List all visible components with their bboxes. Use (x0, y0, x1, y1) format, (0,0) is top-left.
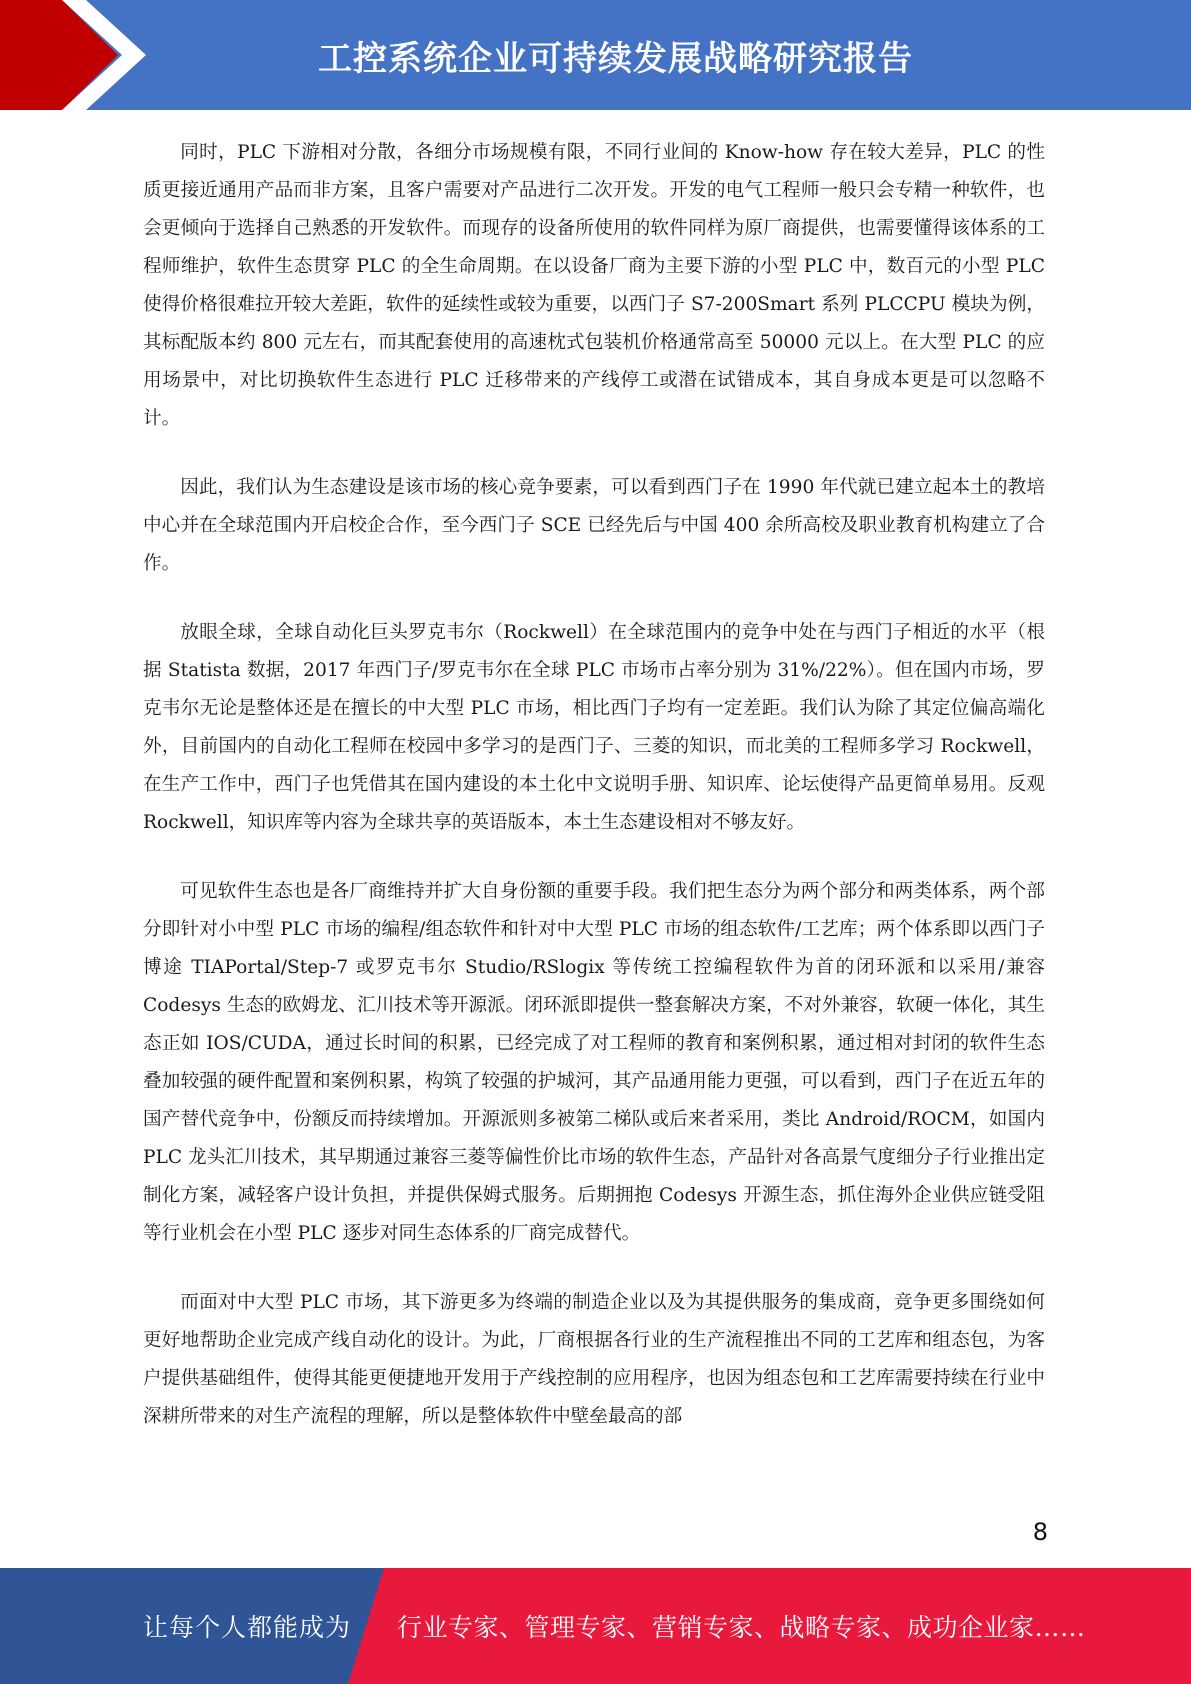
page-number: 8 (1032, 1518, 1048, 1546)
header-chevron-decoration (0, 0, 200, 110)
document-title: 工控系统企业可持续发展战略研究报告 (318, 38, 913, 79)
footer-slogan-left: 让每个人都能成为 (143, 1613, 352, 1642)
footer-band (0, 1568, 1191, 1684)
paragraph: 而面对中大型 PLC 市场，其下游更多为终端的制造企业以及为其提供服务的集成商，竞争更多围绕如何更好地帮助企业完成产线自动化的设计。为此，厂商根据各行业的生产流程推出不同的工艺库和组态包，为客户提供基础组件，使得其能更便捷地开发用于产线控制的应用程序，也因为组态包和工艺库需要持续在行业中深耕所带来的对生产流程的理解，所以是整体软件中壁垒最高的部 (143, 1292, 1045, 1427)
paragraph: 放眼全球，全球自动化巨头罗克韦尔（Rockwell）在全球范围内的竞争中处在与西门子相近的水平（根据 Statista 数据，2017 年西门子/罗克韦尔在全球 PLC 市场市占率分别为 31%/22%）。但在国内市场，罗克韦尔无论是整体还是在擅长的中大型 PLC 市场，相比西门子均有一定差距。我们认为除了其定位偏高端化外，目前国内的自动化工程师在校园中多学习的是西门子、三菱的知识，而北美的工程师多学习 Rockwell，在生产工作中，西门子也凭借其在国内建设的本土化中文说明手册、知识库、论坛使得产品更简单易用。反观 Rockwell，知识库等内容为全球共享的英语版本，本土生态建设相对不够友好。 (143, 622, 1045, 833)
paragraph: 同时，PLC 下游相对分散，各细分市场规模有限，不同行业间的 Know-how 存在较大差异，PLC 的性质更接近通用产品而非方案，且客户需要对产品进行二次开发。开发的电气工程师一般只会专精一种软件，也会更倾向于选择自己熟悉的开发软件。而现存的设备所使用的软件同样为原厂商提供，也需要懂得该体系的工程师维护，软件生态贯穿 PLC 的全生命周期。在以设备厂商为主要下游的小型 PLC 中，数百元的小型 PLC 使得价格很难拉开较大差距，软件的延续性或较为重要，以西门子 S7-200Smart 系列 PLCCPU 模块为例，其标配版本约 800 元左右，而其配套使用的高速枕式包装机价格通常高至 50000 元以上。在大型 PLC 的应用场景中，对比切换软件生态进行 PLC 迁移带来的产线停工或潜在试错成本，其自身成本更是可以忽略不计。 (143, 142, 1045, 429)
header-band (0, 0, 1191, 110)
footer-slogan-right: 行业专家、管理专家、营销专家、战略专家、成功企业家…… (397, 1613, 1086, 1642)
paragraph: 因此，我们认为生态建设是该市场的核心竞争要素，可以看到西门子在 1990 年代就已建立起本土的教培中心并在全球范围内开启校企合作，至今西门子 SCE 已经先后与中国 400 余所高校及职业教育机构建立了合作。 (143, 477, 1045, 574)
body-text (143, 134, 1045, 1467)
paragraph: 可见软件生态也是各厂商维持并扩大自身份额的重要手段。我们把生态分为两个部分和两类体系，两个部分即针对小中型 PLC 市场的编程/组态软件和针对中大型 PLC 市场的组态软件/工艺库；两个体系即以西门子博途 TIAPortal/Step-7 或罗克韦尔 Studio/RSlogix 等传统工控编程软件为首的闭环派和以采用/兼容 Codesys 生态的欧姆龙、汇川技术等开源派。闭环派即提供一整套解决方案，不对外兼容，软硬一体化，其生态正如 IOS/CUDA，通过长时间的积累，已经完成了对工程师的教育和案例积累，通过相对封闭的软件生态叠加较强的硬件配置和案例积累，构筑了较强的护城河，其产品通用能力更强，可以看到，西门子在近五年的国产替代竞争中，份额反而持续增加。开源派则多被第二梯队或后来者采用，类比 Android/ROCM，如国内 PLC 龙头汇川技术，其早期通过兼容三菱等偏性价比市场的软件生态，产品针对各高景气度细分子行业推出定制化方案，减轻客户设计负担，并提供保姆式服务。后期拥抱 Codesys 开源生态，抓住海外企业供应链受阻等行业机会在小型 PLC 逐步对同生态体系的厂商完成替代。 (143, 881, 1045, 1244)
